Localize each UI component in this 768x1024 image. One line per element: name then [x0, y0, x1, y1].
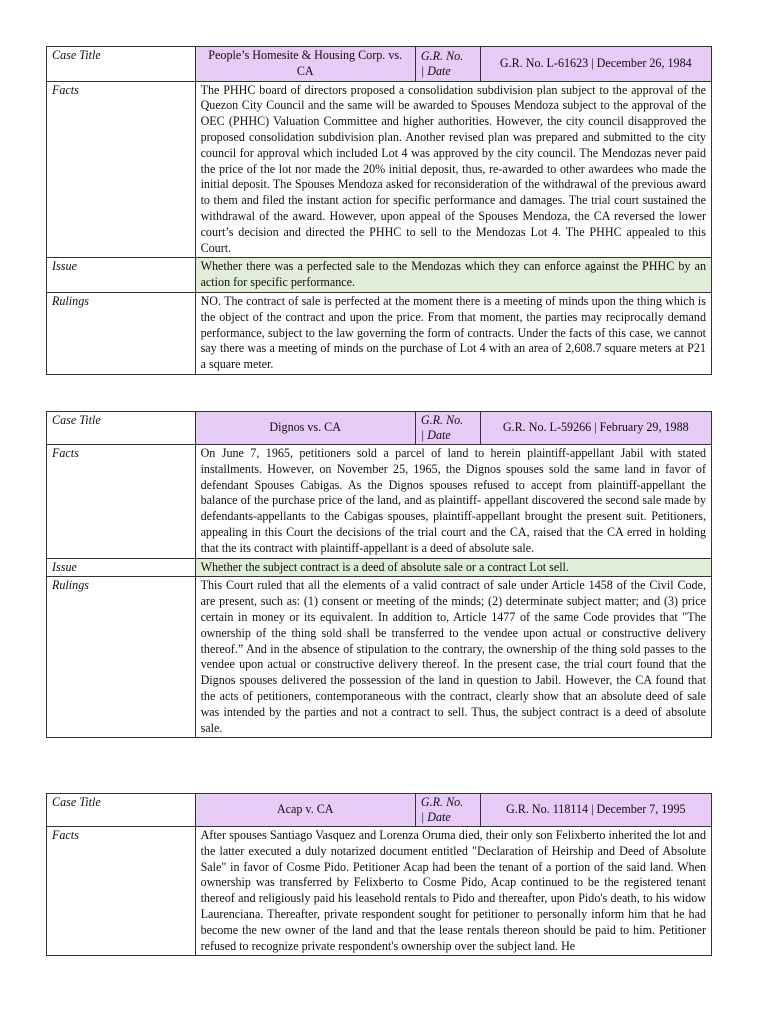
case-title-label: Case Title	[47, 412, 196, 445]
gr-date-label	[415, 412, 480, 445]
rulings-row	[47, 577, 712, 738]
case-title-label: Case Title	[47, 794, 196, 827]
case-title-row	[47, 47, 712, 82]
case-title-row	[47, 412, 712, 445]
facts-row	[47, 445, 712, 559]
rulings-label: Rulings	[47, 292, 196, 374]
case-table-2	[46, 411, 712, 738]
gr-no-label: G.R. No.	[420, 413, 464, 427]
facts-text: On June 7, 1965, petitioners sold a parcel of land to herein plaintiff-appellant Jabil with stated installments. However, on November 25, 1965, the Dignos spouses sold the same land in favor of defendant Spouses Cabigas. As the Dignos spouses refused to accept from plaintiff-appellant the balance of the purchase price of the land, and as plaintiff- appellant discovered the second sale made by defendants-appellants to the Cabigas spouses, plaintiff-appellant brought the present suit. Petitioners, appealing in this Court the decisions of the trial court and the CA, raised that the CA erred in holding that the its contract with plaintiff-appellant is a deed of absolute sale.	[195, 445, 711, 559]
gr-number-date: G.R. No. 118114 | December 7, 1995	[480, 794, 711, 827]
case-title: Dignos vs. CA	[195, 412, 415, 445]
gr-date-label	[415, 794, 480, 827]
case-title: People’s Homesite & Housing Corp. vs. CA	[195, 47, 415, 82]
facts-label: Facts	[47, 445, 196, 559]
date-label: | Date	[420, 63, 451, 78]
issue-text: Whether there was a perfected sale to the Mendozas which they can enforce against the PHHC by an action for specific performance.	[195, 258, 711, 293]
case-title-label: Case Title	[47, 47, 196, 82]
issue-text: Whether the subject contract is a deed of absolute sale or a contract Lot sell.	[195, 558, 711, 577]
facts-text: The PHHC board of directors proposed a consolidation subdivision plan subject to the approval of the Quezon City Council and the same will be awarded to Spouses Mendoza subject to the approval of the OEC (PHHC) Valuation Committee and higher authorities. However, the city council disapproved the proposed consolidation subdivision plan. Another revised plan was prepared and submitted to the city council for approval which included Lot 4 was approved by the city council. The Mendozas never paid the price of the lot nor made the 20% initial deposit, thus, re-awarded to other awardees who made the initial deposit. The Spouses Mendoza asked for reconsideration of the withdrawal of the previous award to them and filed the instant action for specific performance and damages. The trial court sustained the withdrawal of the award. However, upon appeal of the Spouses Mendoza, the CA reversed the lower court’s decision and directed the PHHC to sell to the Mendozas Lot 4. The PHHC appealed to this Court.	[195, 81, 711, 258]
issue-row	[47, 258, 712, 293]
issue-label: Issue	[47, 258, 196, 293]
gr-number-date: G.R. No. L-59266 | February 29, 1988	[480, 412, 711, 445]
issue-label: Issue	[47, 558, 196, 577]
facts-label: Facts	[47, 827, 196, 956]
rulings-text: NO. The contract of sale is perfected at the moment there is a meeting of minds upon the thing which is the object of the contract and upon the price. From that moment, the parties may reciprocally demand performance, subject to the law governing the form of contracts. Under the facts of this case, we cannot say there was a meeting of minds on the purchase of Lot 4 with an area of 2,608.7 square meters at P21 a square meter.	[195, 292, 711, 374]
gr-date-label	[415, 47, 480, 82]
gr-no-label: G.R. No.	[420, 795, 464, 809]
facts-row	[47, 81, 712, 258]
facts-row	[47, 827, 712, 956]
facts-text: After spouses Santiago Vasquez and Lorenza Oruma died, their only son Felixberto inherited the lot and the latter executed a duly notarized document entitled "Declaration of Heirship and Deed of Absolute Sale" in favor of Cosme Pido. Petitioner Acap had been the tenant of a portion of the said land. When ownership was transferred by Felixberto to Cosme Pido, Acap continued to be the registered tenant thereof and religiously paid his leasehold rentals to Pido and thereafter, upon Pido's death, to his widow Laurenciana. Thereafter, private respondent sought for petitioner to personally inform him that he had become the new owner of the land and that the lease rentals thereon should be paid to him. Petitioner refused to recognize private respondent's ownership over the subject land. He	[195, 827, 711, 956]
issue-row	[47, 558, 712, 577]
gr-no-label: G.R. No.	[420, 48, 464, 63]
date-label: | Date	[420, 428, 451, 442]
date-label: | Date	[420, 810, 451, 824]
rulings-row	[47, 292, 712, 374]
facts-label: Facts	[47, 81, 196, 258]
case-table-1	[46, 46, 712, 375]
gr-number-date: G.R. No. L-61623 | December 26, 1984	[480, 47, 711, 82]
case-title: Acap v. CA	[195, 794, 415, 827]
case-title-row	[47, 794, 712, 827]
case-table-3	[46, 793, 712, 956]
rulings-label: Rulings	[47, 577, 196, 738]
rulings-text: This Court ruled that all the elements of a valid contract of sale under Article 1458 of the Civil Code, are present, such as: (1) consent or meeting of the minds; (2) determinate subject matter; and (3) price certain in money or its equivalent. In addition to, Article 1477 of the same Code provides that "The ownership of the thing sold shall be transferred to the vendee upon actual or constructive delivery thereof.” And in the absence of stipulation to the contrary, the ownership of the thing sold passes to the vendee upon actual or constructive delivery thereof. In the present case, the trial court found that the Dignos spouses delivered the possession of the land in question to Jabil. However, the CA found that the acts of petitioners, contemporaneous with the contract, clearly show that an absolute deed of sale was intended by the parties and not a contract to sell. Thus, the subject contract is a deed of absolute sale.	[195, 577, 711, 738]
